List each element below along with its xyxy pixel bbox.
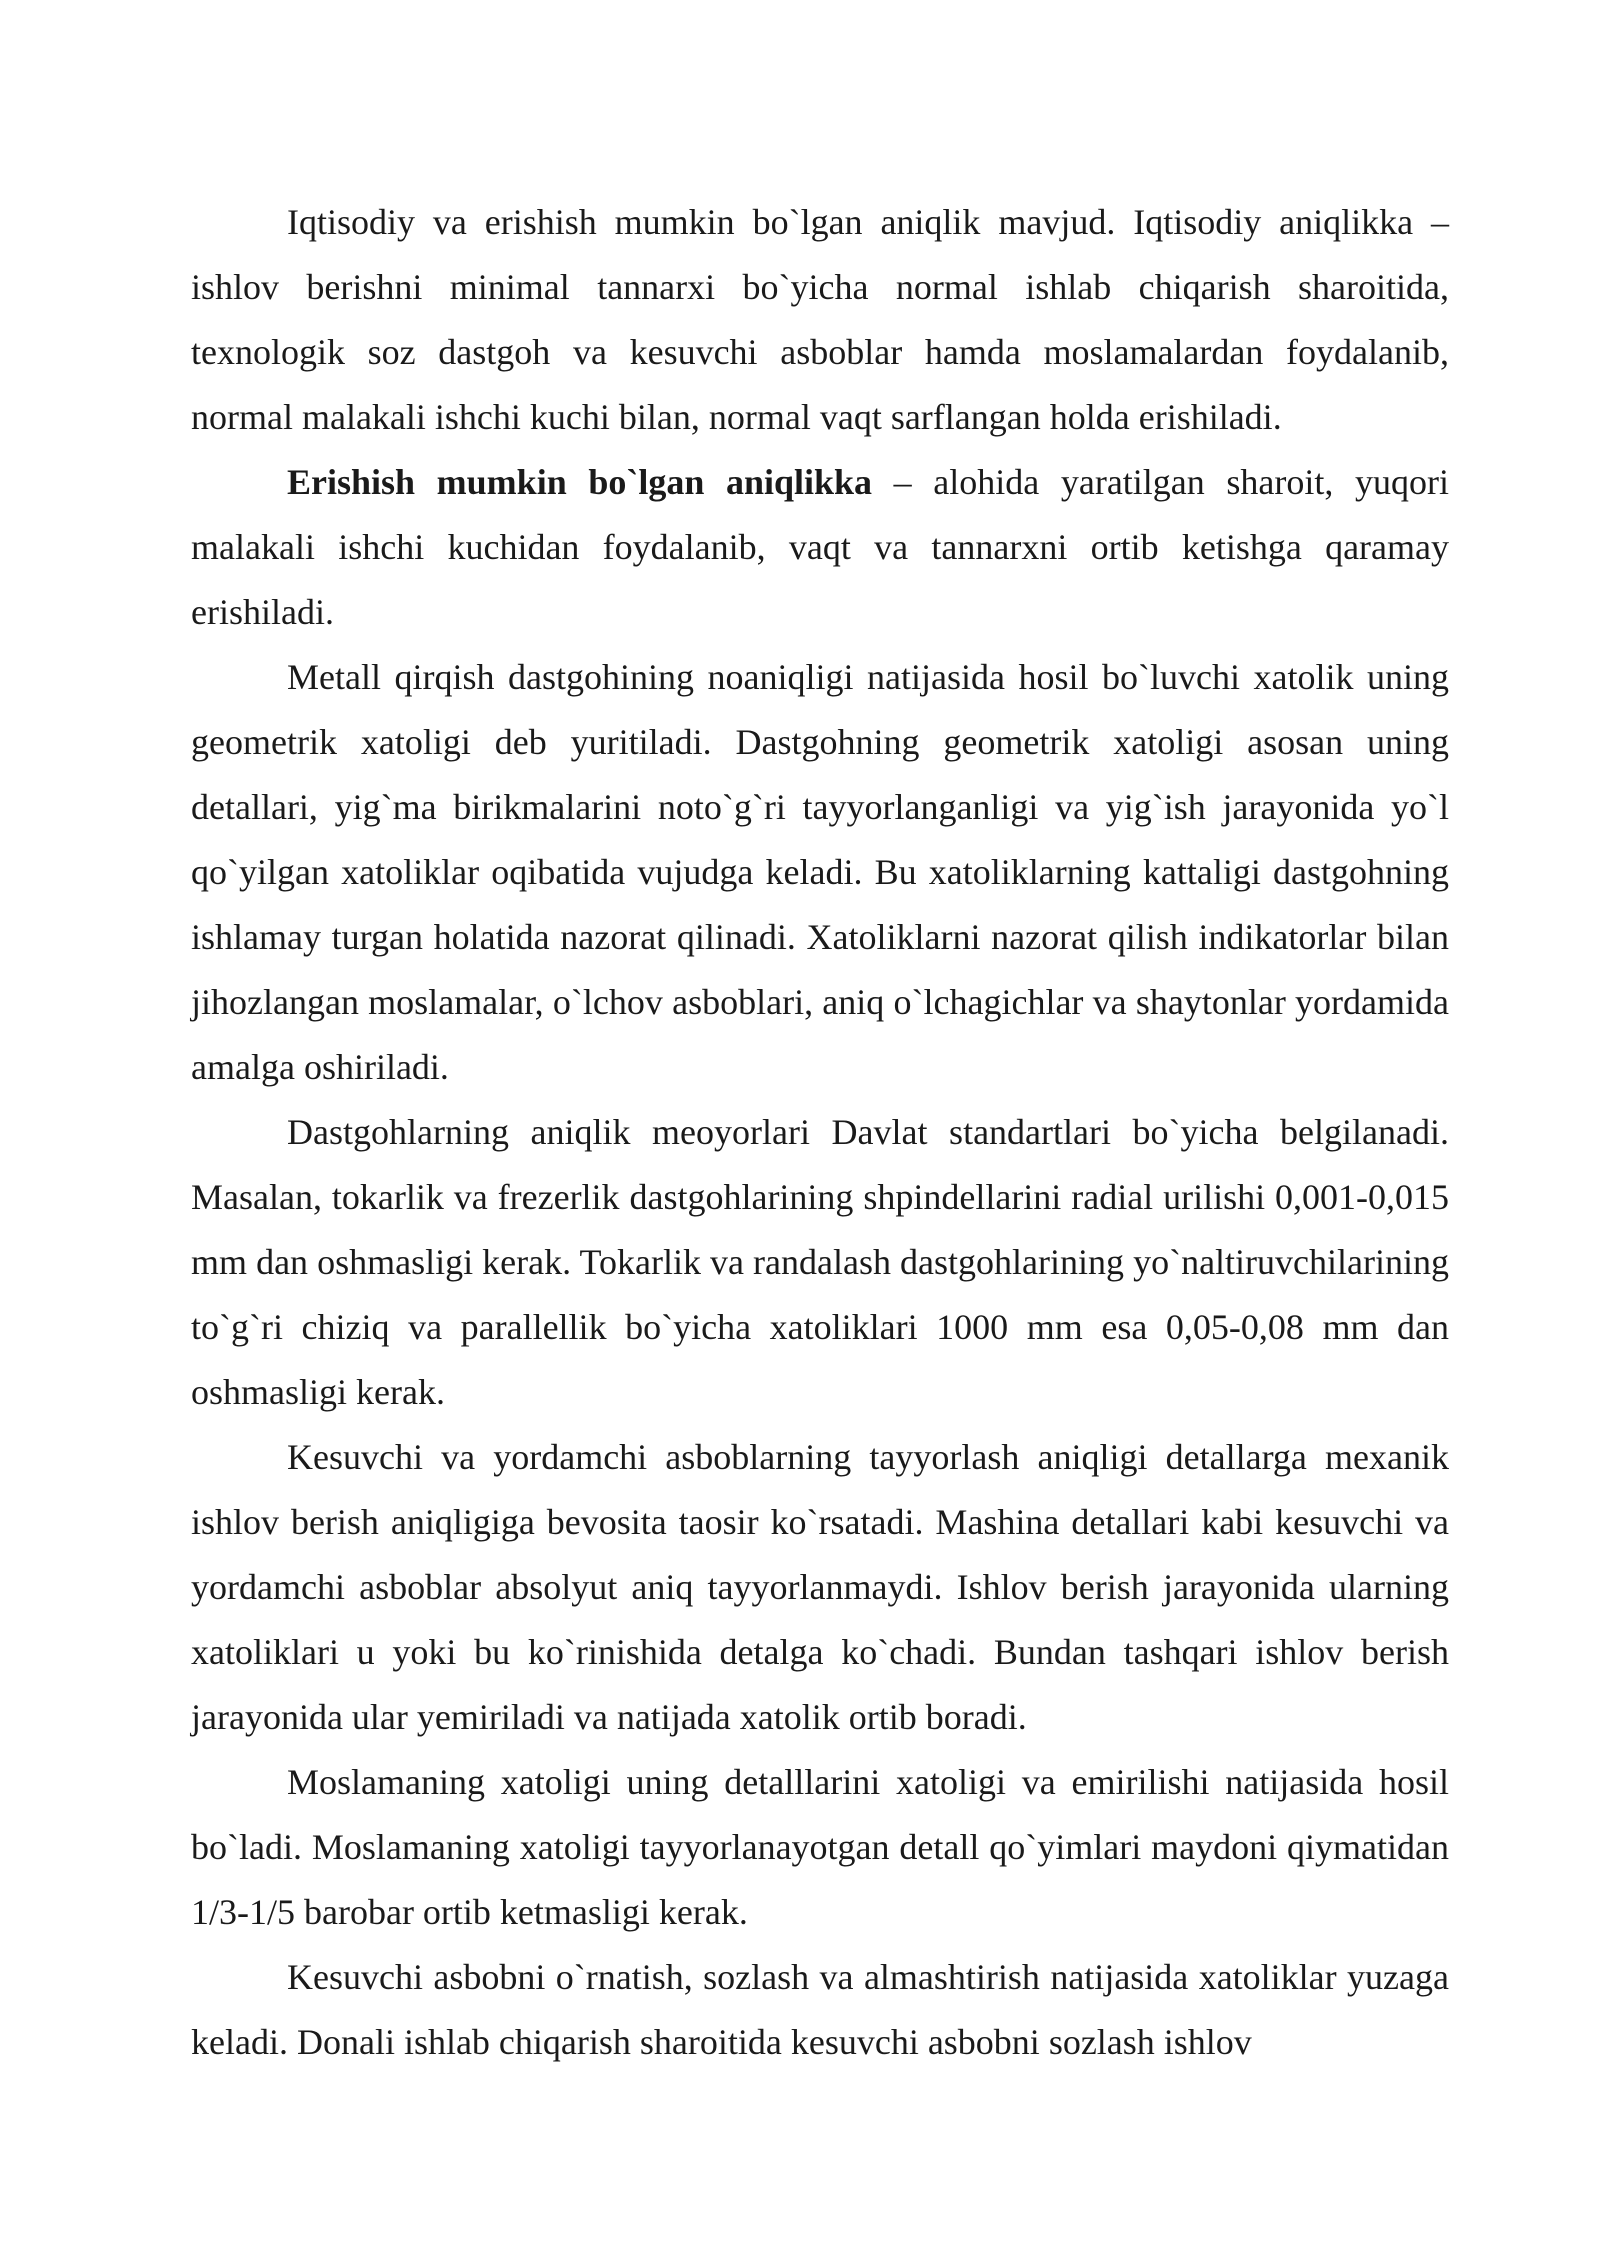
paragraph-text: Dastgohlarning aniqlik meoyorlari Davlat standartlari bo`yicha belgilanadi. Masalan, tokarlik va frezerlik dastgohlarining shpindellarini radial urilishi 0,001-0,015 mm dan oshmasligi kerak. Tokarlik va randalash dastgohlarining yo`naltiruvchilarining to`g`ri chiziq va parallellik bo`yicha xatoliklari 1000 mm esa 0,05-0,08 mm dan oshmasligi kerak. xyxy=(191,1112,1449,1412)
paragraph-text: Iqtisodiy va erishish mumkin bo`lgan aniqlik mavjud. Iqtisodiy aniqlikka – ishlov berishni minimal tannarxi bo`yicha normal ishlab chiqarish sharoitida, texnologik soz dastgoh va kesuvchi asboblar hamda moslamalardan foydalanib, normal malakali ishchi kuchi bilan, normal vaqt sarflangan holda erishiladi. xyxy=(191,202,1449,437)
paragraph-text: Kesuvchi asbobni o`rnatish, sozlash va almashtirish natijasida xatoliklar yuzaga keladi. Donali ishlab chiqarish sharoitida kesuvchi asbobni sozlash ishlov xyxy=(191,1957,1449,2062)
document-page xyxy=(191,190,1449,2075)
paragraph-text: Kesuvchi va yordamchi asboblarning tayyorlash aniqligi detallarga mexanik ishlov berish aniqligiga bevosita taosir ko`rsatadi. Mashina detallari kabi kesuvchi va yordamchi asboblar absolyut aniq tayyorlanmaydi. Ishlov berish jarayonida ularning xatoliklari u yoki bu ko`rinishida detalga ko`chadi. Bundan tashqari ishlov berish jarayonida ular yemiriladi va natijada xatolik ortib boradi. xyxy=(191,1437,1449,1737)
paragraph-geometric-error xyxy=(191,645,1449,1100)
paragraph-text: Metall qirqish dastgohining noaniqligi natijasida hosil bo`luvchi xatolik uning geometrik xatoligi deb yuritiladi. Dastgohning geometrik xatoligi asosan uning detallari, yig`ma birikmalarini noto`g`ri tayyorlanganligi va yig`ish jarayonida yo`l qo`yilgan xatoliklar oqibatida vujudga keladi. Bu xatoliklarning kattaligi dastgohning ishlamay turgan holatida nazorat qilinadi. Xatoliklarni nazorat qilish indikatorlar bilan jihozlangan moslamalar, o`lchov asboblari, aniq o`lchagichlar va shaytonlar yordamida amalga oshiriladi. xyxy=(191,657,1449,1087)
paragraph-accuracy-standards xyxy=(191,1100,1449,1425)
paragraph-tool-setup xyxy=(191,1945,1449,2075)
bold-term: Erishish mumkin bo`lgan aniqlikka xyxy=(287,462,873,502)
paragraph-text: Moslamaning xatoligi uning detalllarini xatoligi va emirilishi natijasida hosil bo`ladi. Moslamaning xatoligi tayyorlanayotgan detall qo`yimlari maydoni qiymatidan 1/3-1/5 barobar ortib ketmasligi kerak. xyxy=(191,1762,1449,1932)
paragraph-tool-accuracy xyxy=(191,1425,1449,1750)
paragraph-text: – alohida yaratilgan sharoit, yuqori malakali ishchi kuchidan foydalanib, vaqt va tannarxni ortib ketishga qaramay erishiladi. xyxy=(191,462,1449,632)
paragraph-achievable-accuracy xyxy=(191,450,1449,645)
paragraph-economic-accuracy xyxy=(191,190,1449,450)
paragraph-fixture-error xyxy=(191,1750,1449,1945)
